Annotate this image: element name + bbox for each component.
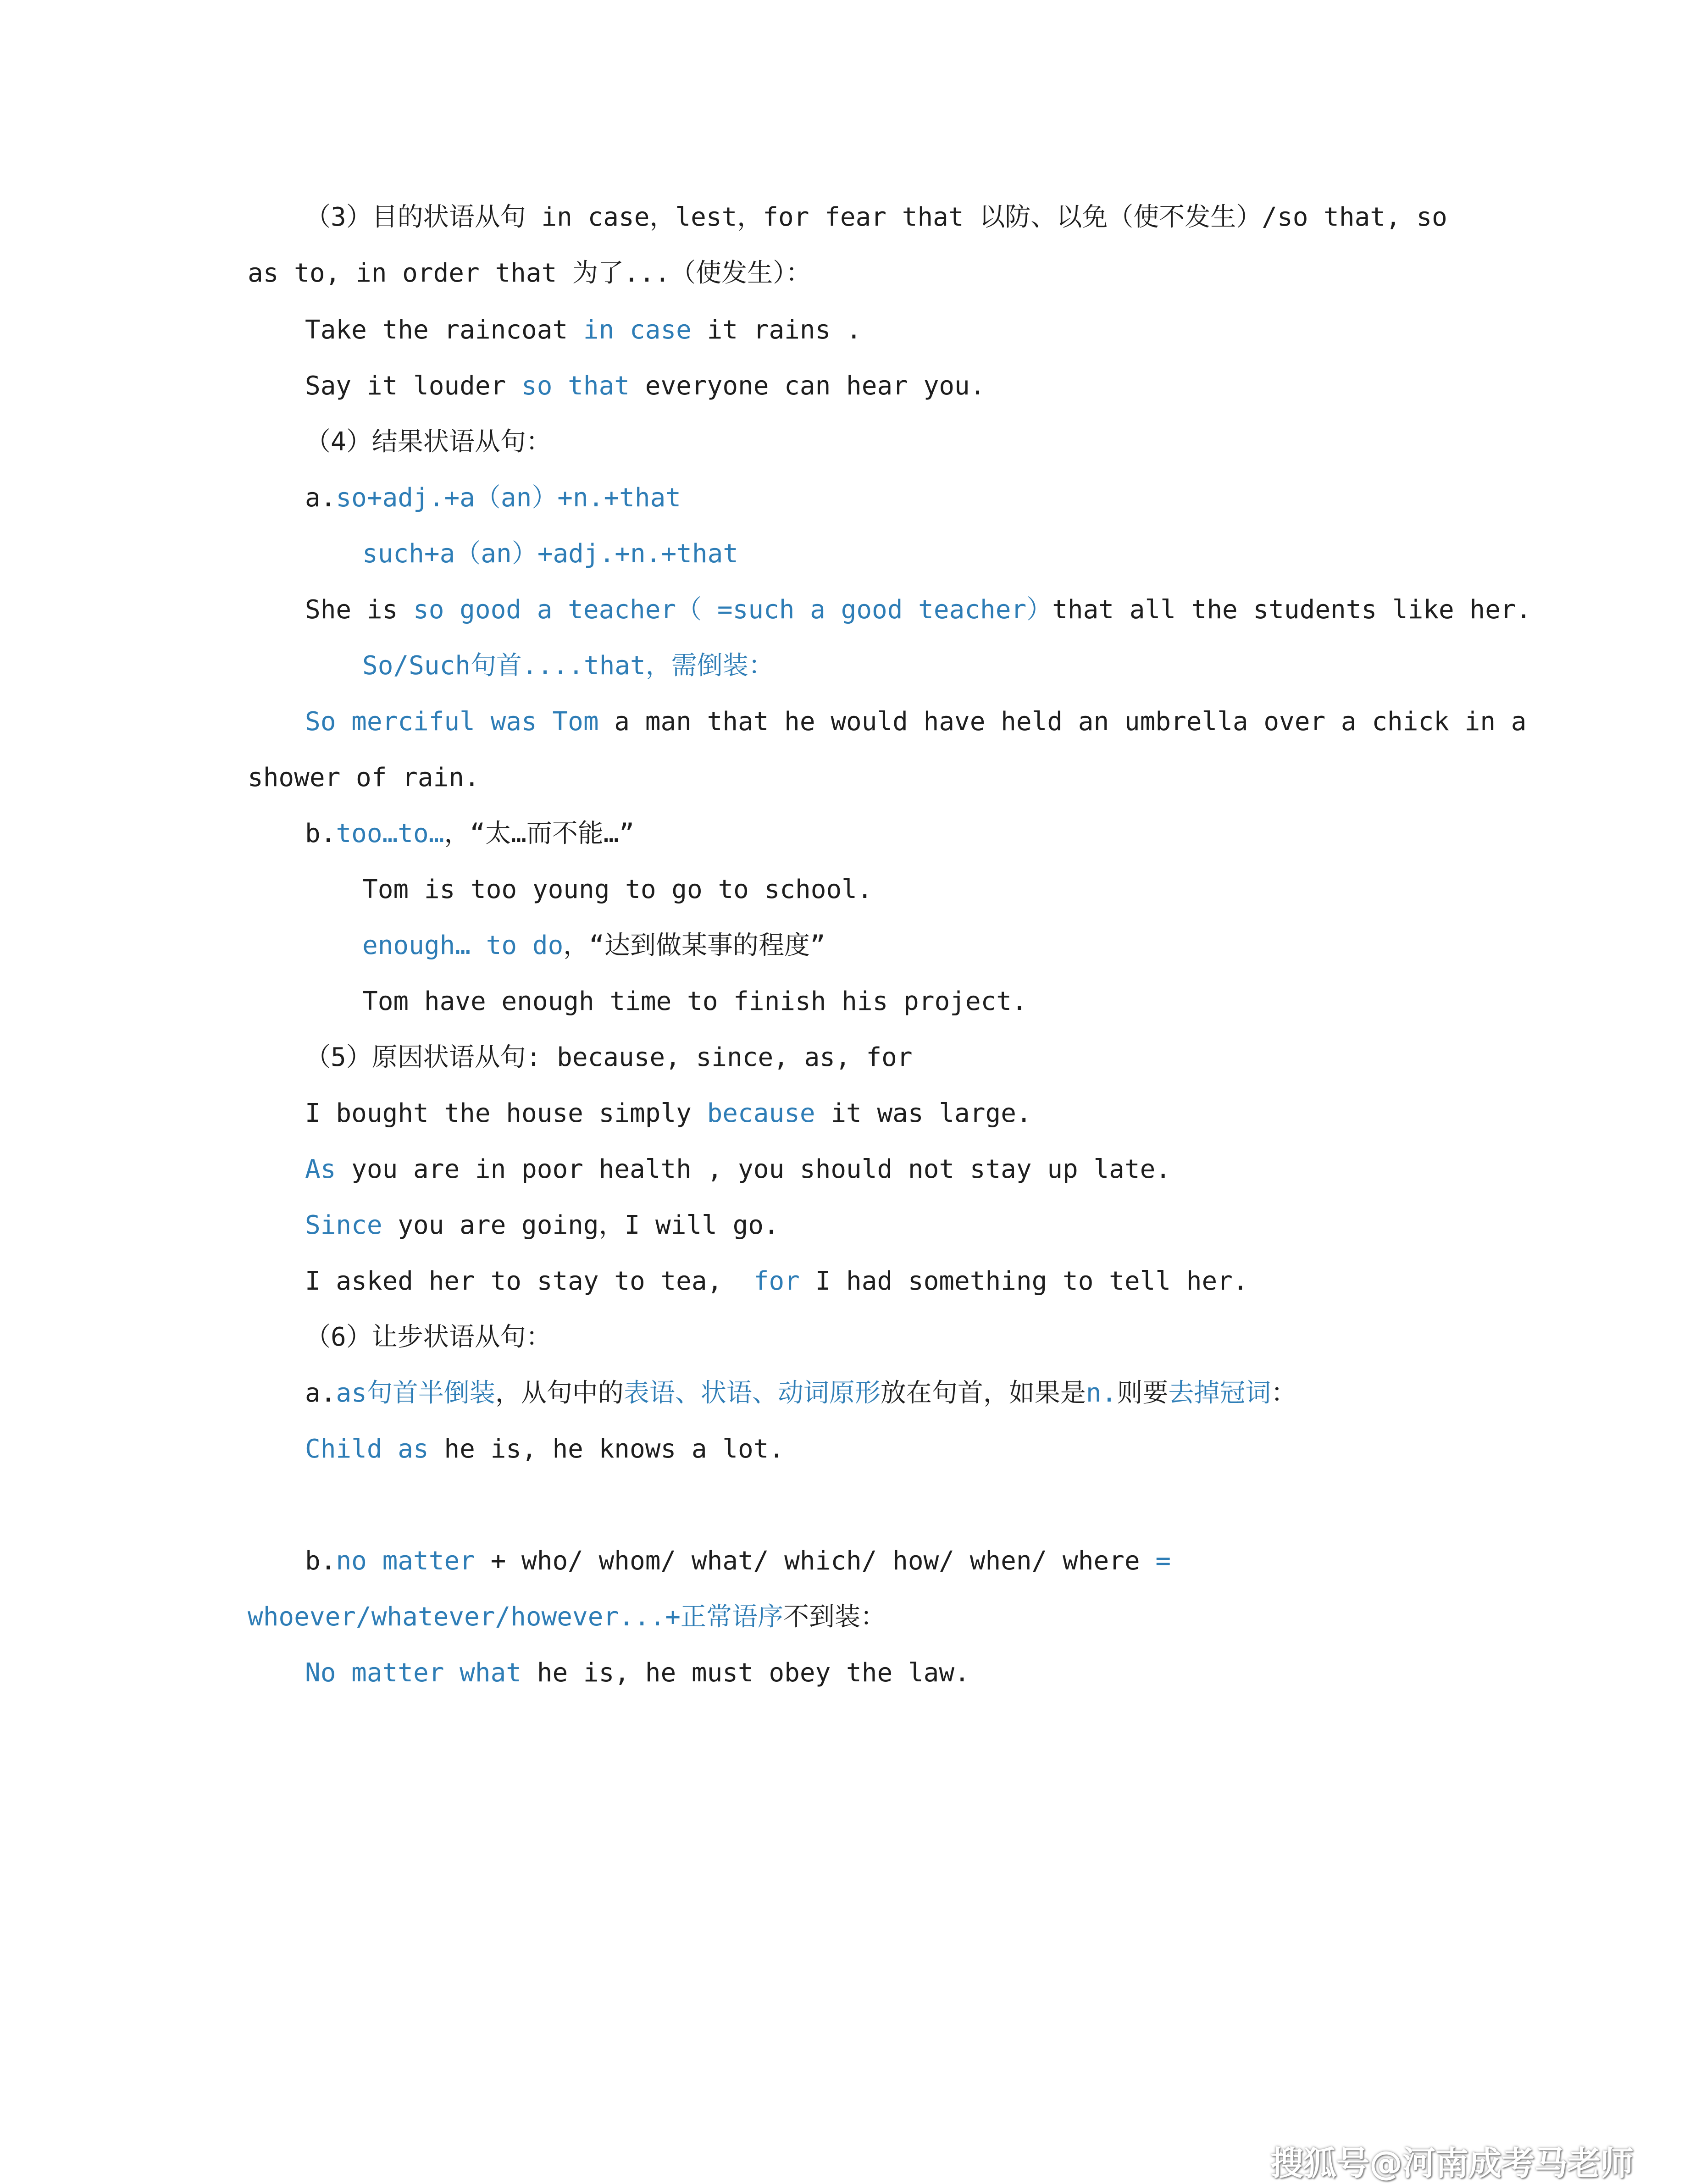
body-text: + who/ whom/ what/ which/ how/ when/ where <box>475 1546 1156 1576</box>
text-line <box>362 538 738 571</box>
body-text: he is, he knows a lot. <box>428 1434 785 1464</box>
highlighted-text: n. <box>1086 1378 1117 1408</box>
body-text: （6）让步状语从句： <box>305 1322 552 1352</box>
highlighted-text: So/Such句首....that，需倒装： <box>362 651 774 681</box>
text-line <box>305 1545 1171 1578</box>
text-line <box>305 370 985 403</box>
body-text: ，“达到做某事的程度” <box>563 931 825 960</box>
text-line <box>305 1209 779 1242</box>
text-line <box>305 1265 1248 1298</box>
text-line <box>305 1097 1032 1130</box>
body-text: Tom is too young to go to school. <box>362 875 873 904</box>
text-line <box>305 817 634 850</box>
body-text: a. <box>305 483 336 513</box>
highlighted-text: so good a teacher（ =such a good teacher） <box>413 595 1052 625</box>
highlighted-text: Since <box>305 1210 382 1240</box>
text-line <box>248 761 480 794</box>
text-line <box>305 1433 784 1466</box>
highlighted-text: As <box>305 1154 336 1184</box>
body-text: ，“太…而不能…” <box>444 819 635 848</box>
body-text: I asked her to stay to tea, <box>305 1266 738 1296</box>
highlighted-text: enough… to do <box>362 931 564 960</box>
text-line <box>305 201 1447 234</box>
highlighted-text: No matter what <box>305 1658 522 1688</box>
body-text: 放在句首，如果是 <box>880 1378 1086 1408</box>
body-text: Take the raincoat <box>305 315 583 345</box>
text-line <box>305 314 862 347</box>
body-text: Tom have enough time to finish his project. <box>362 987 1027 1016</box>
text-line <box>248 1601 886 1634</box>
body-text: b. <box>305 819 336 848</box>
text-line <box>362 929 825 962</box>
text-line <box>305 426 552 459</box>
highlighted-text: so that <box>521 371 630 401</box>
highlighted-text: whoever/whatever/however...+正常语序 <box>248 1602 784 1632</box>
highlighted-text: So merciful was Tom <box>305 707 599 737</box>
highlighted-text: Child as <box>305 1434 429 1464</box>
text-line <box>305 482 681 515</box>
body-text: you are in poor health , you should not stay up late. <box>336 1154 1171 1184</box>
text-line <box>248 257 811 290</box>
text-line <box>305 1657 970 1690</box>
highlighted-text: such+a（an）+adj.+n.+that <box>362 539 739 569</box>
highlighted-text: so+adj.+a（an）+n.+that <box>336 483 681 513</box>
text-line <box>305 705 1526 738</box>
highlighted-text: no matter <box>336 1546 475 1576</box>
body-text: that all the students like her. <box>1052 595 1532 625</box>
body-text: as to, in order that 为了...（使发生）： <box>248 258 812 288</box>
body-text: I had something to tell her. <box>799 1266 1248 1296</box>
highlighted-text: 表语、状语、动词原形 <box>623 1378 881 1408</box>
highlighted-text: = <box>1155 1546 1171 1576</box>
text-line <box>362 649 774 682</box>
body-text: everyone can hear you. <box>630 371 986 401</box>
highlighted-text: 去掉冠词 <box>1168 1378 1271 1408</box>
body-text: a. <box>305 1378 336 1408</box>
highlighted-text: in case <box>583 315 692 345</box>
text-line <box>305 593 1531 626</box>
body-text: （4）结果状语从句： <box>305 427 552 457</box>
body-text: it rains . <box>691 315 862 345</box>
highlighted-text: because <box>707 1098 815 1128</box>
body-text: She is <box>305 595 414 625</box>
text-line <box>305 1377 1296 1410</box>
body-text: you are going，I will go. <box>382 1210 779 1240</box>
body-text: （5）原因状语从句: because, since, as, for <box>305 1042 913 1072</box>
text-line <box>305 1041 913 1074</box>
body-text: Say it louder <box>305 371 522 401</box>
body-text: shower of rain. <box>248 763 480 793</box>
body-text: ： <box>1271 1378 1297 1408</box>
body-text: （3）目的状语从句 in case，lest，for fear that 以防、以免（使不发生）/so that, so <box>305 202 1447 232</box>
body-text: he is, he must obey the law. <box>521 1658 970 1688</box>
body-text: a man that he would have held an umbrella over a chick in a <box>598 707 1527 737</box>
body-text: 不到装： <box>783 1602 886 1632</box>
highlighted-text: for <box>738 1266 800 1296</box>
body-text: ，从句中的 <box>495 1378 624 1408</box>
text-line <box>362 985 1027 1018</box>
highlighted-text: as句首半倒装 <box>336 1378 495 1408</box>
watermark: 搜狐号@河南成考马老师 <box>1270 2144 1634 2183</box>
text-line <box>362 873 873 906</box>
body-text: it was large. <box>815 1098 1032 1128</box>
body-text: I bought the house simply <box>305 1098 707 1128</box>
text-line <box>305 1321 552 1354</box>
body-text: 则要 <box>1117 1378 1169 1408</box>
highlighted-text: too…to… <box>336 819 444 848</box>
text-line <box>305 1153 1171 1186</box>
body-text: b. <box>305 1546 336 1576</box>
